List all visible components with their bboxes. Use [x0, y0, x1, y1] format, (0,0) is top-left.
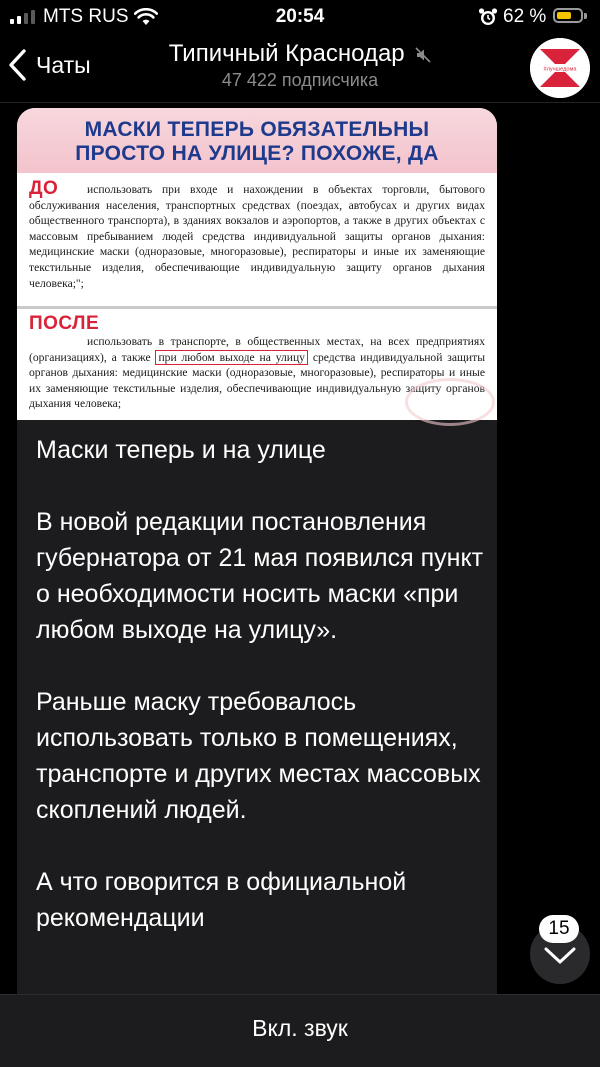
battery-cap: [584, 13, 587, 19]
clock: 20:54: [275, 6, 325, 27]
highlighted-phrase: при любом выходе на улицу: [155, 350, 308, 365]
alarm-icon: [478, 7, 498, 27]
subscriber-count: 47 422 подписчика: [221, 70, 379, 90]
channel-info[interactable]: [150, 40, 450, 91]
image-headline-line-1: МАСКИ ТЕПЕРЬ ОБЯЗАТЕЛЬНЫ: [84, 118, 430, 141]
before-text: [29, 182, 485, 291]
avatar[interactable]: [530, 38, 590, 98]
chevron-left-icon: [8, 48, 28, 82]
image-headline-line-2: ПРОСТО НА УЛИЦЕ? ПОХОЖЕ, ДА: [75, 142, 439, 165]
unmute-button[interactable]: Вкл. звук: [252, 1015, 348, 1041]
channel-title-row: [150, 40, 450, 68]
watermark: [405, 378, 495, 426]
carrier-name: MTS RUS: [43, 6, 129, 27]
status-bar: [0, 0, 600, 34]
message-paragraph: Маски теперь и на улице: [36, 436, 326, 464]
message-bubble[interactable]: [17, 108, 497, 994]
channel-logo: [530, 38, 590, 98]
chat-header: [0, 34, 600, 103]
battery-icon: [553, 8, 583, 23]
back-button[interactable]: [8, 48, 91, 82]
message-paragraph: В новой редакции постановления губернатора от 21 мая появился пункт о необходимости носить маски «при любом выходе на улицу».: [36, 508, 484, 644]
message-paragraph: А что говорится в официальной рекомендации: [36, 868, 407, 932]
back-label: Чаты: [36, 51, 91, 78]
unread-badge: 15: [539, 915, 579, 943]
after-text-part-2: средства индивидуальной защиты органов дыхания: медицинские маски (одноразовые, многоразовые), респираторы и иные их заменяющие текстильные изделия, обеспечивающие индивидуальную защиту органов дыхания человека;: [29, 350, 485, 411]
channel-title: Типичный Краснодар: [168, 40, 405, 67]
message-text: [36, 432, 486, 972]
image-header: [17, 108, 497, 173]
before-text-body: использовать при входе и нахождении в объектах торговли, бытового обслуживания населения, транспортных средствах (поездах, автобусах и других видах общественного транспорта), в зданиях вокзалов и аэропортов, а также в других объектах с массовым пребыванием людей средства индивидуальной защиты органов дыхания: медицинские маски (одноразовые, многоразовые), респираторы и иные их заменяющие текстильные изделия, обеспечивающие индивидуальную защиту органов дыхания человека;";: [29, 183, 485, 290]
avatar-text: #лучшедома: [543, 66, 577, 73]
post-image[interactable]: [17, 108, 497, 420]
battery-percent: 62 %: [503, 6, 547, 27]
image-headline: [17, 118, 497, 166]
after-label: ПОСЛЕ: [29, 313, 100, 334]
after-text-part-1: использовать в транспорте, в общественных местах, на всех предприятиях (организациях), а также: [29, 335, 485, 364]
message-paragraph: Раньше маску требовалось использовать только в помещениях, транспорте и других местах массовых скоплений людей.: [36, 688, 481, 824]
image-divider: [17, 306, 497, 309]
muted-speaker-icon: [415, 47, 431, 63]
bottom-bar: [0, 994, 600, 1067]
before-label: ДО: [29, 178, 59, 199]
